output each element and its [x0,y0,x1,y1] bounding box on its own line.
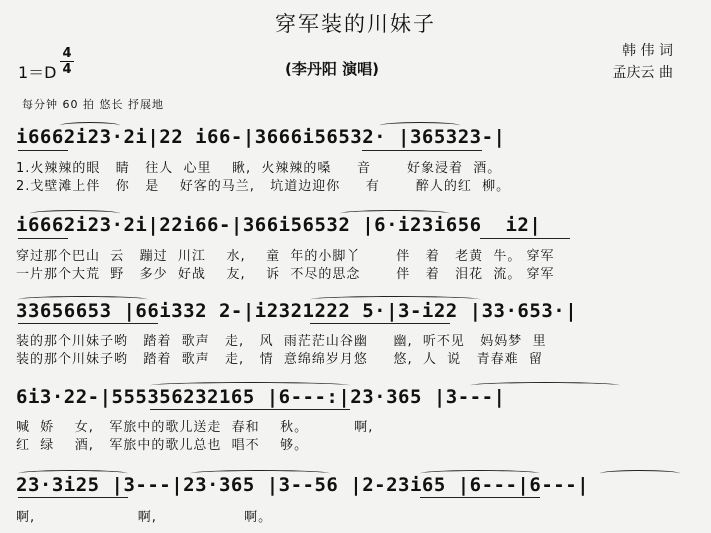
lyric-line-2-verse-1: 穿过那个巴山 云 蹦过 川江 水, 童 年的小脚丫 伴 着 老黄 牛。 穿军 [16,249,555,264]
lyric-line-2-verse-2: 一片那个大荒 野 多少 好战 友, 诉 不尽的思念 伴 着 泪花 流。 穿军 [16,267,555,282]
beam-underline [150,409,350,410]
beam-underline [18,150,68,151]
notation-line-2: i6662i23·2i|22i66-|366i56532 |6·i23i656 i2| [16,214,542,236]
slur [310,296,480,303]
beam-underline [18,497,128,498]
time-signature-top: 4 [60,46,74,62]
notation-line-1: i6662i23·2i|22 i66-|3666i56532· |365323-| [16,126,506,148]
slur [420,470,540,477]
song-title: 穿军装的川妹子 [275,12,436,36]
slur [600,470,680,477]
slur [60,122,120,129]
slur [190,470,330,477]
lyric-line-3-verse-2: 装的那个川妹子哟 踏着 歌声 走, 情 意绵绵岁月悠 悠, 人 说 青春难 留 [16,352,543,367]
beam-underline [310,323,450,324]
key-signature: 1＝D [18,63,57,82]
lyric-line-1-verse-2: 2.戈壁滩上伴 你 是 好客的马兰, 坑道边迎你 有 醉人的红 柳。 [16,179,511,194]
time-signature-bottom: 4 [62,62,72,77]
lyric-line-1-verse-1: 1.火辣辣的眼 睛 往人 心里 瞅, 火辣辣的嗓 音 好象浸着 酒。 [16,161,502,176]
beam-underline [362,150,482,151]
beam-underline [420,497,540,498]
slur [470,382,620,389]
beam-underline [480,238,570,239]
lyric-line-3-verse-1: 装的那个川妹子哟 踏着 歌声 走, 风 雨茫茫山谷幽 幽, 听不见 妈妈梦 里 [16,334,547,349]
time-signature [60,46,74,77]
lyric-line-4-verse-1: 喊 娇 女, 军旅中的歌儿送走 春和 秋。 啊, [16,420,374,435]
slur [30,210,120,217]
notation-line-3: 33656653 |66i332 2-|i2321222 5·|3-i22 |33·653·| [16,300,578,322]
slur [150,382,350,389]
beam-underline [18,238,68,239]
lyric-line-4-verse-2: 红 绿 酒, 军旅中的歌儿总也 唱不 够。 [16,438,309,453]
notation-line-5: 23·3i25 |3---|23·365 |3--56 |2-23i65 |6---|6---| [16,474,590,496]
beam-underline [18,323,158,324]
slur [380,122,460,129]
composer-credit: 孟庆云 曲 [612,65,673,81]
notation-line-4: 6i3·22-|555356232165 |6---:|23·365 |3---| [16,386,506,408]
performer-credit: (李丹阳 演唱) [285,60,379,78]
slur [18,296,148,303]
tempo-marking: 每分钟 60 拍 悠长 抒展地 [22,98,164,111]
lyricist-credit: 韩 伟 词 [622,43,673,59]
slur [18,470,128,477]
slur [340,210,450,217]
lyric-line-5-verse-1: 啊, 啊, 啊。 [16,510,273,525]
